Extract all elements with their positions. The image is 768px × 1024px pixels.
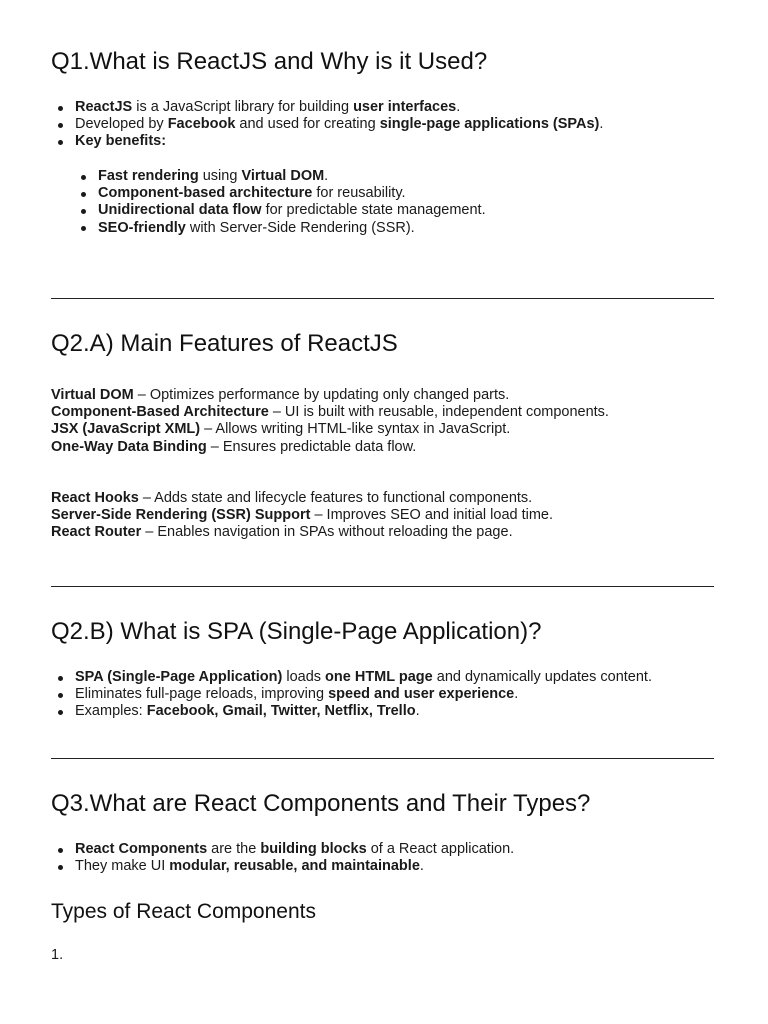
q2a-features-group-1 [51, 387, 609, 456]
list-item: Examples: Facebook, Gmail, Twitter, Netflix, Trello. [75, 703, 652, 720]
list-item: They make UI modular, reusable, and maintainable. [75, 858, 514, 875]
list-item: SPA (Single-Page Application) loads one HTML page and dynamically updates content. [75, 669, 652, 685]
types-subheading: Types of React Components [51, 900, 316, 923]
q3-heading: Q3.What are React Components and Their Types? [51, 790, 591, 817]
feature-line: JSX (JavaScript XML) – Allows writing HTML-like syntax in JavaScript. [51, 421, 511, 438]
q2b-bullet-list [75, 669, 652, 721]
feature-line: Server-Side Rendering (SSR) Support – Improves SEO and initial load time. [51, 507, 554, 524]
q2b-heading: Q2.B) What is SPA (Single-Page Application)? [51, 618, 542, 645]
list-item: Fast rendering using Virtual DOM. [98, 168, 486, 185]
feature-line: Virtual DOM – Optimizes performance by updating only changed parts. [51, 387, 510, 403]
list-item: Unidirectional data flow for predictable state management. [98, 202, 486, 219]
list-item: React Components are the building blocks of a React application. [75, 841, 515, 857]
feature-line: Component-Based Architecture – UI is built with reusable, independent components. [51, 404, 609, 421]
q1-heading: Q1.What is ReactJS and Why is it Used? [51, 48, 488, 75]
list-item: Eliminates full-page reloads, improving speed and user experience. [75, 686, 652, 703]
list-item: Component-based architecture for reusability. [98, 185, 486, 202]
feature-line: React Hooks – Adds state and lifecycle features to functional components. [51, 490, 533, 506]
q2a-features-group-2 [51, 490, 553, 542]
list-item: Developed by Facebook and used for creating single-page applications (SPAs). [75, 116, 604, 133]
q2a-heading: Q2.A) Main Features of ReactJS [51, 330, 398, 357]
q3-bullet-list [75, 841, 514, 875]
feature-line: One-Way Data Binding – Ensures predictable data flow. [51, 438, 417, 455]
section-divider [51, 586, 714, 587]
q1-benefits-list [98, 168, 486, 237]
section-divider [51, 298, 714, 299]
feature-line: React Router – Enables navigation in SPAs without reloading the page. [51, 524, 513, 541]
list-item: ReactJS is a JavaScript library for building user interfaces. [75, 99, 603, 116]
q1-bullet-list [75, 99, 603, 151]
list-item: Key benefits: [75, 133, 603, 150]
list-item: SEO-friendly with Server-Side Rendering (SSR). [98, 220, 486, 237]
numbered-list-marker: 1. [51, 947, 64, 963]
section-divider [51, 758, 714, 759]
